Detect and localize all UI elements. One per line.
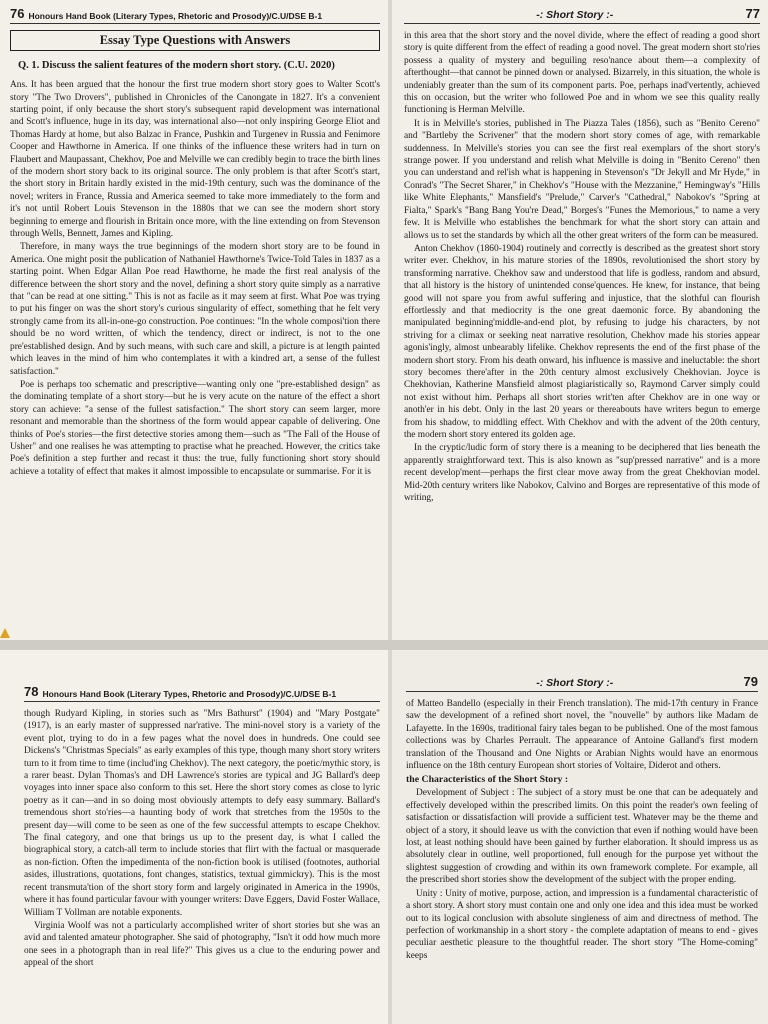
- subheading: the Characteristics of the Short Story :: [406, 774, 569, 786]
- page-header: [24, 684, 380, 702]
- paragraph: Virginia Woolf was not a particularly accomplished writer of short stories but she was an avid and talented amateur photographer. She said of photography, "Isn't it odd how much more one sees in a photograph than in real life?" This gives us a clue to the enduring power and appeal of the short: [24, 920, 380, 969]
- page-number: 79: [743, 674, 758, 689]
- paragraph: Therefore, in many ways the true beginnings of the modern short story are to be found in America. One might posit the publication of Nathaniel Hawthorne's Twice-Told Tales in 1837 as a starting point. When Edgar Allan Poe read Hawthorne, he made the first real analysis of the difference between the short story and the novel, defining a short story quite simply as a narrative that "can be read at one sitting." This is not as facile as it may seem at first. What Poe was trying to put his finger on was the short story's curious singularity of effect, something that he felt very strongly came from its all-in-one-go construction. Poe continues: "In the whole composi'tion there should be no word written, of which the tendency, direct or indirect, is not to the one pre'established design. And by such means, with such care and skill, a picture is at length painted which leaves in the mind of him who contemplates it with a kindred art, a sense of the fullest satisfaction.": [10, 242, 380, 377]
- paragraph: It is in Melville's stories, published in The Piazza Tales (1856), such as "Benito Cereno" and "Bartleby the Scrivener" that the modern short story comes of age, with remarkable suddenness. In Melville's stories you can see the first real exemplars of the short story's strange power. If you understand and relish what Melville is doing in "Benito Cereno" then you can understand and rel'ish what is happening in Stevenson's "Dr Jekyll and Mr Hyde," in Conrad's "The Secret Sharer," in Chekhov's "House with the Mezzanine," Hemingway's "Hills like White Elephants," Mansfield's "Prelude," Carver's "Cathedral," Nabokov's "Spring at Fialta," Spark's "Bang Bang You're Dead," Borges's "Funes the Memorious," to name a very few. It is Melville who establishes the benchmark for what the short story can attain and allows us to set the standards by which all the other great writers of the form can be measured.: [404, 118, 760, 241]
- page-header: [10, 6, 380, 24]
- running-header: Honours Hand Book (Literary Types, Rhetoric and Prosody)/C.U/DSE B-1: [28, 11, 323, 21]
- question-heading: Q. 1. Discuss the salient features of the modern short story. (C.U. 2020): [18, 60, 335, 71]
- page-77: [392, 0, 768, 640]
- page-header: [406, 674, 758, 692]
- paragraph: Anton Chekhov (1860-1904) routinely and correctly is described as the greatest short story writer ever. Chekhov, in his mature stories of the 1890s, revolutionised the short story by transforming narrative. Chekhov saw and understood that life is godless, random and absurd, that all history is the history of unintended conse'quences. He knew, for instance, that being good will not spare you from awful suffering and injustice, that the slothful can flourish effortlessly and that mediocrity is the one great daemonic force. By abandoning the manipulated beginning'middle-and-end plot, by refusing to judge his characters, by not striving for a climax or seeking neat narrative resolution, Chekhov made his stories appear agonis'ingly, almost unbearably lifelike. Chekhov represents the end of the first phase of the modern short story. From his death onward, his influence is massive and ineluctable: the short story becomes there'after in the 20th century almost exclusively Chekhovian. Joyce is Chekhovian, Katherine Mansfield almost plagiaristically so, Raymond Carver simply could not exist without him. Perhaps all short stories writ'ten after Chekhov are in one way or anoth'er in his debt. Only in the last 20 years or thereabouts have writers begun to emerge from his shadow, to middling effect. With Chekhov and with the advent of the 20th century, the modern short story entered its golden age.: [404, 243, 760, 440]
- page-79: [392, 650, 768, 1024]
- chapter-title: -: Short Story :-: [536, 677, 614, 689]
- paragraph: Development of Subject : The subject of a story must be one that can be adequately and effectively developed within the prescribed limits. On this point the reader's own feeling of satisfaction or dissatisfaction will provide a sufficient test. Whatever may be the theme and object of a story, it should leave us with the conviction that even if nothing would have been lost, at least nothing should have been gained by further elaboration. It should impress us as absolutely clear in outline, well proportioned, full enough for the purpose yet without the slightest suggestion of crowding and within its own framework complete. For example, all the prescribed short stories show the development of the subject with the proper ending.: [406, 788, 758, 886]
- page-78: [0, 650, 388, 1024]
- paragraph: though Rudyard Kipling, in stories such as "Mrs Bathurst" (1904) and "Mary Postgate" (1917), is an early master of suppressed nar'rative. The mini-novel story is a variety of the event plot, trying to do in a few pages what the novel does in hundreds. One could see Dickens's "Christmas Specials" as early examples of this type, though many short story writers turn to it from time to time (includ'ing Chekhov). The next category, the poetic/mythic story, is a rarer beast. Dylan Thomas's and DH Lawrence's stories are typical and JG Ballard's deep voyages into inner space also conform to this set. Here the short story comes as close to lyric poetry as it can—and in so doing most obviously attempts to defy easy summary. Ballard's tremendous short sto'ries—a haunting body of work that stretches from the 1950s to the present day—will come to be seen as one of the few successful attempts to escape Chekhov. The final category, and one that brings us up to the present day, is what I called the biographical story, a catch-all term to include stories that flirt with the factual or masquerade as non-fiction. Often the impedimenta of the non-fiction book is utilised (footnotes, authorial asides, illustrations, quotations, font changes, statistics, textual gimmickry). This is the most recent transmuta'tion of the short story form and largely originated in America in the 1990s, where it has found particular favour with younger writers: Dave Eggers, David Foster Wallace, William T Vollman are notable exponents.: [24, 709, 380, 918]
- page-number: 78: [24, 684, 39, 699]
- page-header: [404, 6, 760, 24]
- paragraph: Ans. It has been argued that the honour the first true modern short story goes to Walter Scott's story "The Two Drovers", published in Chronicles of the Canongate in 1827. It's a convenient starting point, if only because the short story's subsequent rapid development was international and Scott's influence, huge in its day, was international also—not only inspiring George Eliot and Thomas Hardy at home, but also Balzac in France, Pushkin and Turgenev in Russia and Fenimore Cooper and Hawthorne in America. If one thinks of the influence these writers had in turn on Flaubert and Maupassant, Chekhov, Poe and Melville we can credibly begin to trace the birth lines of the modern short story back to its original source. The only problem is that after Scott's start, the short story in Britain hardly existed in the mid-19th century, such was the dominance of the novel; writers in France, Russia and America seemed to take more immediately to the form and it's not until Robert Louis Stevenson in the 1880s that we can see the modern short story beginning to emerge and flourish in Britain once more, with the line extending on from Stevenson through Wells, Bennett, James and Kipling.: [10, 80, 380, 240]
- paragraph: In the cryptic/ludic form of story there is a meaning to be deciphered that lies beneath the apparently straightforward text. This is also known as "sup'pressed narrative" and is a more recent develop'ment—perhaps the first clear move away from the great Chekhovian model. Mid-20th century writers like Nabokov, Calvino and Borges are representative of this mode of writing,: [404, 443, 760, 504]
- running-header: Honours Hand Book (Literary Types, Rhetoric and Prosody)/C.U/DSE B-1: [42, 689, 337, 699]
- page-gap: [0, 640, 768, 650]
- section-title: Essay Type Questions with Answers: [10, 30, 380, 51]
- marker-triangle-icon: [0, 628, 10, 638]
- paragraph: of Matteo Bandello (especially in their French translation). The mid-17th century in France saw the development of a refined short novel, the "nouvelle" by authors like Madam de Lafayette. In the 1690s, traditional fairy tales began to be published. One of the most famous collections was by Charles Perrault. The appearance of Antoine Galland's first modern translation of the Thousand and One Nights or Arabian Nights would have an enormous influence on the 18th century European short stories of Voltaire, Diderot and others.: [406, 699, 758, 772]
- page-number: 77: [745, 6, 760, 21]
- paragraph: Poe is perhaps too schematic and prescriptive—wanting only one "pre-established design" as the dominating template of a short story—but he is very acute on the nature of the effect a short story can achieve: "a sense of the fullest satisfaction." The short story can seem larger, more resonant and memorable than the shortness of the form would appear capable of delivering. One thinks of Poe's stories—the first detective stories among them—such as "The Fall of the House of Usher" and one realises he was attempting to practise what he preached. However, the critics take Poe's definition a step further and recast it thus: the true, fully functioning short story should achieve a totality of effect that makes it almost impossible to encapsulate or summarise. For it is: [10, 379, 380, 477]
- chapter-title: -: Short Story :-: [536, 9, 614, 21]
- page-76: [0, 0, 388, 640]
- paragraph: in this area that the short story and the novel divide, where the effect of reading a good short story is quite different from the effect of reading a good novel. The great modern short sto'ries possess a quality of mystery and beguiling reso'nance about them—a complexity of afterthought—that cannot be pinned down or analysed. Bizarrely, in this situation, the whole is undeniably greater than the sum of its component parts. Poe, perhaps inad'vertently, achieved this on occasion, but the writer who followed Poe and in whom we see this quality really functioning is Herman Melville.: [404, 31, 760, 116]
- page-number: 76: [10, 6, 25, 21]
- paragraph: Unity : Unity of motive, purpose, action, and impression is a fundamental characteristic of a short story. A short story must contain one and only one idea and this idea must be worked out to its logical conclusion with absolute singleness of aim and directness of method. The perfection of workmanship in a short story - the complete adaptation of means to end - gives peculiar aesthetic pleasure to the thoughtful reader. The short story "The Home-coming" keeps: [406, 888, 758, 961]
